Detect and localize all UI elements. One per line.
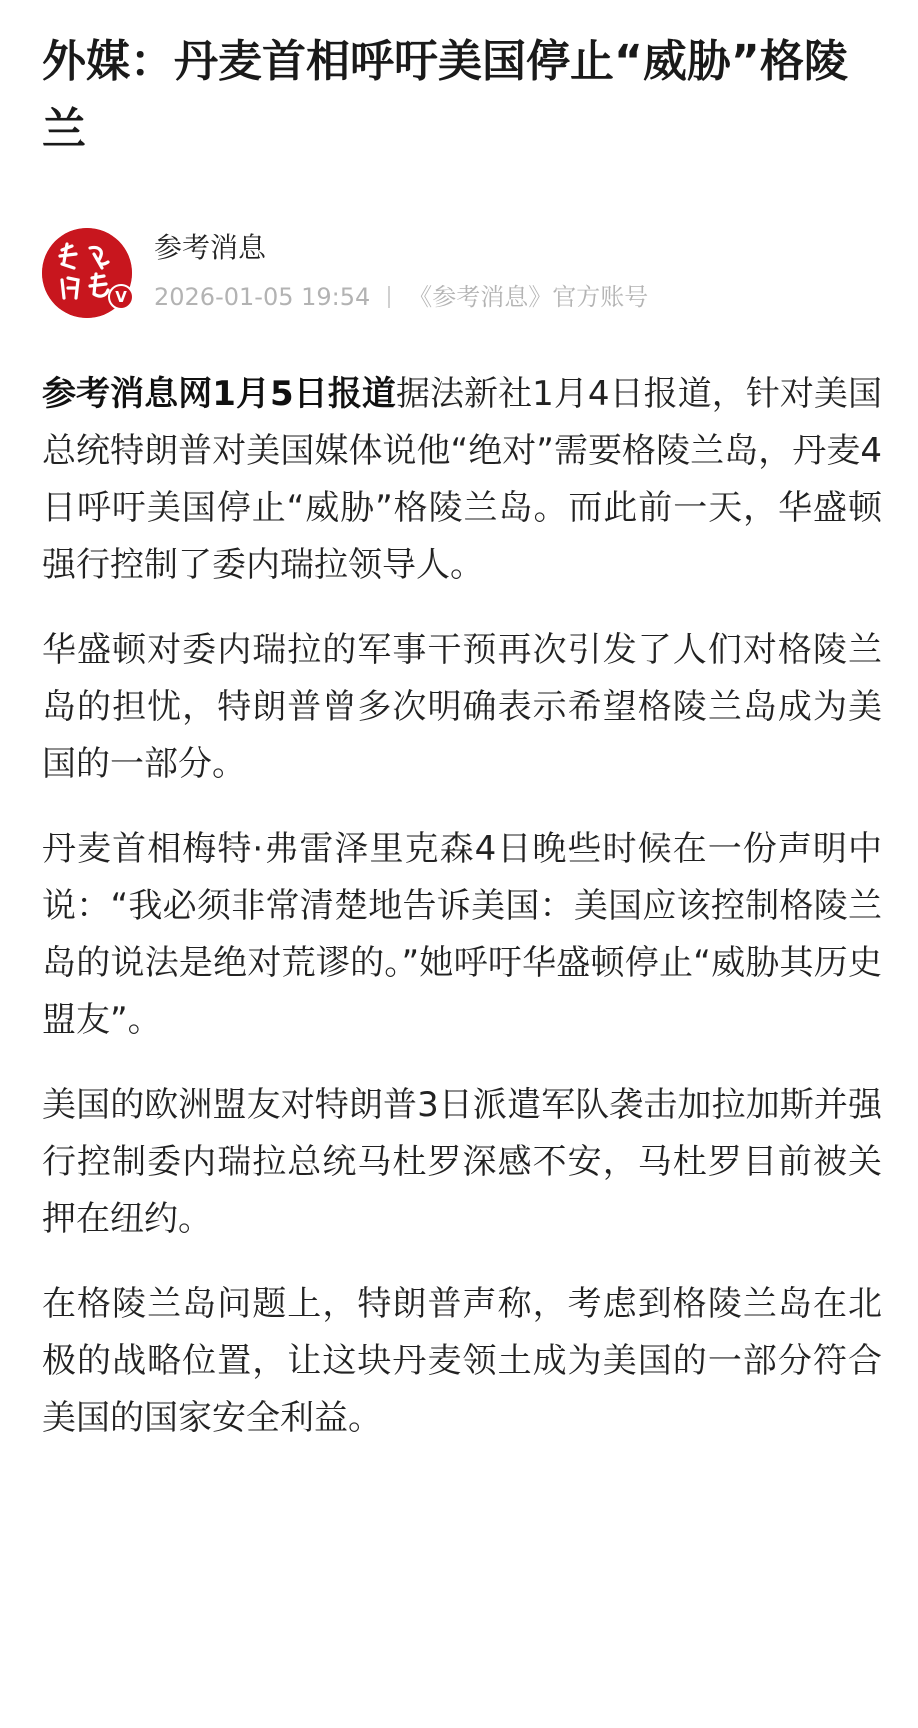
article-body (42, 366, 882, 1475)
paragraph: 丹麦首相梅特·弗雷泽里克森4日晚些时候在一份声明中说：“我必须非常清楚地告诉美国：美国应该控制格陵兰岛的说法是绝对荒谬的。”她呼吁华盛顿停止“威胁其历史盟友”。 (42, 829, 882, 1040)
article-meta (154, 280, 648, 314)
meta-divider (388, 286, 390, 308)
paragraph-text: 据法新社1月4日报道，针对美国总统特朗普对美国媒体说他“绝对”需要格陵兰岛，丹麦4日呼吁美国停止“威胁”格陵兰岛。而此前一天，华盛顿强行控制了委内瑞拉领导人。 (42, 374, 882, 585)
account-type: 《参考消息》官方账号 (408, 283, 649, 311)
paragraph: 美国的欧洲盟友对特朗普3日派遣军队袭击加拉加斯并强行控制委内瑞拉总统马杜罗深感不安，马杜罗目前被关押在纽约。 (42, 1085, 882, 1239)
verified-badge-icon: V (108, 284, 134, 310)
author-name[interactable]: 参考消息 (154, 231, 267, 264)
paragraph (42, 366, 882, 594)
article-title: 外媒：丹麦首相呼吁美国停止“威胁”格陵兰 (42, 36, 848, 155)
paragraph: 在格陵兰岛问题上，特朗普声称，考虑到格陵兰岛在北极的战略位置，让这块丹麦领土成为美国的一部分符合美国的国家安全利益。 (42, 1284, 882, 1438)
author-block[interactable] (42, 224, 882, 324)
paragraph-lead: 参考消息网1月5日报道 (42, 374, 396, 414)
paragraph: 华盛顿对委内瑞拉的军事干预再次引发了人们对格陵兰岛的担忧，特朗普曾多次明确表示希望格陵兰岛成为美国的一部分。 (42, 630, 882, 784)
publish-date: 2026-01-05 19:54 (154, 283, 371, 311)
